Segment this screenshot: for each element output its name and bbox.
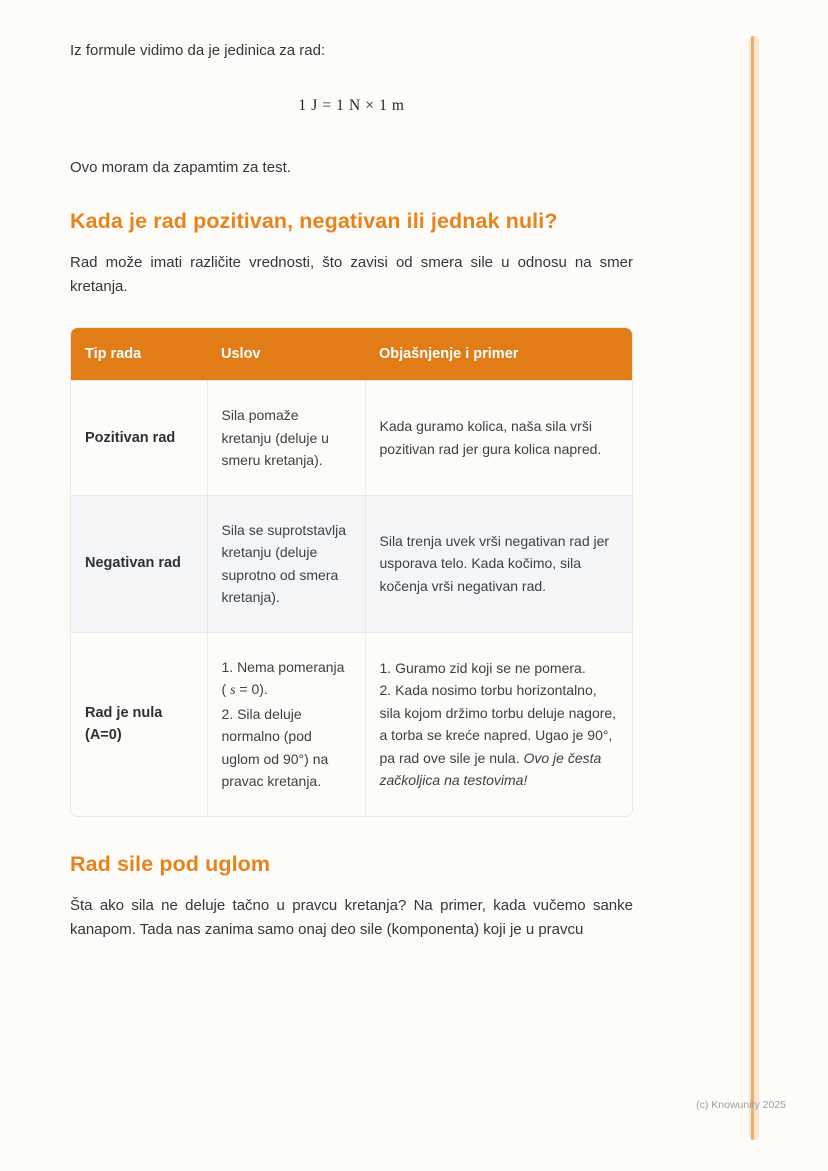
document-content <box>70 0 633 942</box>
table-header-row <box>71 328 632 381</box>
table-row-rad-je-nula <box>71 632 632 816</box>
cell-uslov: Sila se suprotstavlja kretanju (deluje suprotno od smera kretanja). <box>207 495 365 632</box>
objasnjenje-item-2 <box>380 679 619 792</box>
uslov-item-2: 2. Sila deluje normalno (pod uglom od 90°) na pravac kretanja. <box>221 705 329 789</box>
section-heading-angle: Rad sile pod uglom <box>70 851 271 876</box>
cell-objasnjenje: Kada guramo kolica, naša sila vrši pozitivan rad jer gura kolica napred. <box>365 381 632 496</box>
work-types-table-wrapper <box>70 327 633 817</box>
cell-objasnjenje: Sila trenja uvek vrši negativan rad jer usporava telo. Kada kočimo, sila kočenja vrši negativan rad. <box>365 495 632 632</box>
table-header-objasnjenje: Objašnjenje i primer <box>365 328 632 381</box>
table-header-tip-rada: Tip rada <box>71 328 207 381</box>
table-row-pozitivan-rad <box>71 381 632 496</box>
work-sign-paragraph: Rad može imati različite vrednosti, što zavisi od smera sile u odnosu na smer kretanja. <box>70 254 633 295</box>
uslov-item-1-tail: = 0). <box>235 681 268 697</box>
work-types-table <box>71 328 632 816</box>
uslov-item-1 <box>222 656 351 703</box>
cell-tip-rada: Rad je nula (A=0) <box>71 632 207 816</box>
math-variable-s: s <box>230 683 236 698</box>
cell-tip-rada: Negativan rad <box>71 495 207 632</box>
page-edge-decoration-line <box>751 36 754 1140</box>
table-header-uslov: Uslov <box>207 328 365 381</box>
copyright-footer: (c) Knowunity 2025 <box>696 1099 786 1111</box>
note-paragraph: Ovo moram da zapamtim za test. <box>70 159 291 176</box>
unit-formula: 1 J = 1 N × 1 m <box>298 97 405 114</box>
angle-paragraph: Šta ako sila ne deluje tačno u pravcu kretanja? Na primer, kada vučemo sanke kanapom. Tada nas zanima samo onaj deo sile (komponenta) koji je u pravcu <box>70 896 633 938</box>
italic-warning-note: Ovo je česta začkoljica na testovima! <box>379 749 602 788</box>
intro-paragraph: Iz formule vidimo da je jedinica za rad: <box>70 42 326 59</box>
cell-uslov <box>207 632 365 816</box>
objasnjenje-item-1: 1. Guramo zid koji se ne pomera. <box>379 659 586 676</box>
cell-uslov: Sila pomaže kretanju (deluje u smeru kretanja). <box>207 381 365 496</box>
cell-tip-rada: Pozitivan rad <box>71 381 207 496</box>
cell-objasnjenje <box>365 632 632 816</box>
uslov-item-1-text: 1. Nema pomeranja ( <box>221 658 345 697</box>
page-edge-decoration <box>749 36 759 1140</box>
section-heading-work-sign: Kada je rad pozitivan, negativan ili jednak nuli? <box>70 209 558 233</box>
table-row-negativan-rad <box>71 495 632 632</box>
objasnjenje-item-2-text: 2. Kada nosimo torbu horizontalno, sila kojom držimo torbu deluje nagore, a torba se kreće napred. Ugao je 90°, pa rad ove sile je nula. <box>379 682 617 766</box>
